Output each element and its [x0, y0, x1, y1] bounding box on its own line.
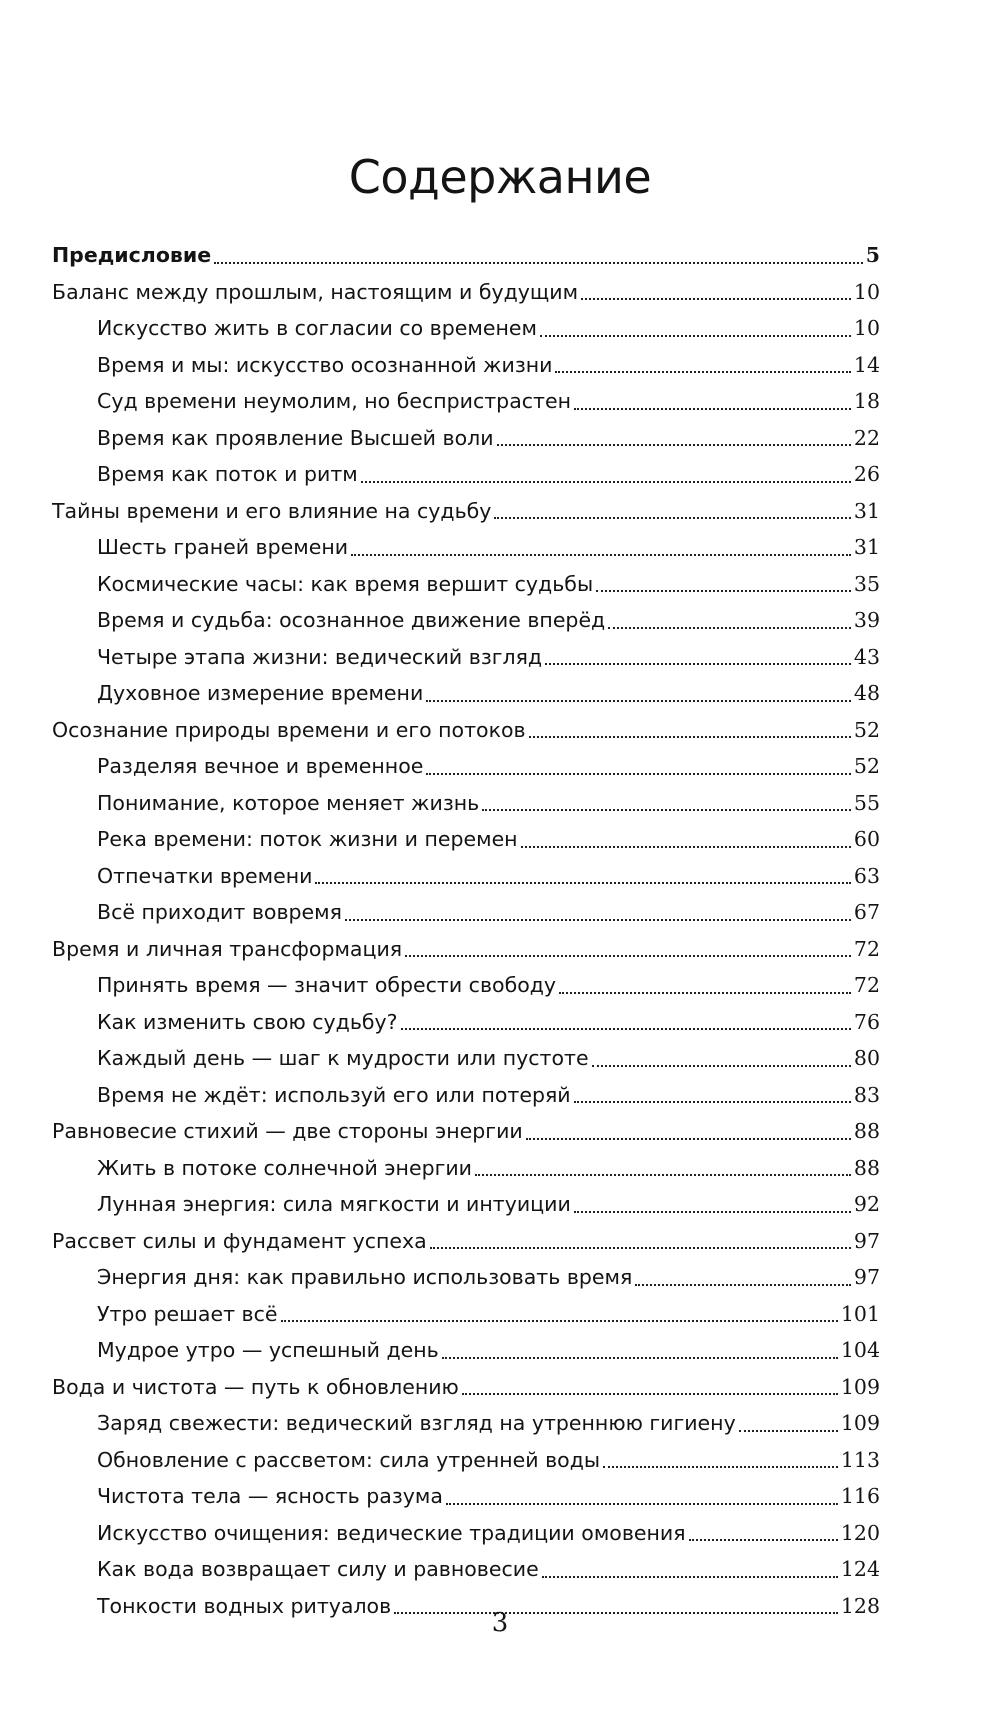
dot-leader: [315, 882, 850, 884]
dot-leader: [442, 1357, 838, 1359]
toc-section: [52, 1077, 880, 1114]
toc-section: [52, 1515, 880, 1552]
toc-entry-page: 52: [853, 754, 880, 778]
toc-entry-title: Как изменить свою судьбу?: [97, 1009, 398, 1034]
dot-leader: [361, 481, 851, 483]
toc-entry-title: Время и мы: искусство осознанной жизни: [97, 352, 553, 377]
toc-entry-title: Рассвет силы и фундамент успеха: [52, 1228, 427, 1253]
toc-entry-page: 72: [853, 936, 880, 961]
toc-section: [52, 639, 880, 676]
toc-entry-page: 22: [853, 425, 880, 450]
toc-section: [52, 1296, 880, 1333]
dot-leader: [446, 1503, 838, 1505]
toc-entry-title: Обновление с рассветом: сила утренней воды: [97, 1447, 601, 1472]
dot-leader: [555, 371, 850, 373]
dot-leader: [426, 700, 851, 702]
dot-leader: [596, 590, 851, 592]
toc-chapter: [52, 237, 880, 274]
toc-entry-title: Баланс между прошлым, настоящим и будущим: [52, 279, 579, 304]
dot-leader: [281, 1320, 838, 1322]
dot-leader: [497, 444, 851, 446]
toc-chapter: [52, 1223, 880, 1260]
toc-entry-page: 5: [865, 243, 880, 267]
toc-section: [52, 602, 880, 639]
toc-entry-page: 31: [853, 535, 880, 559]
dot-leader: [430, 1247, 851, 1249]
toc-entry-title: Заряд свежести: ведический взгляд на утреннюю гигиену: [97, 1411, 736, 1435]
dot-leader: [521, 846, 851, 848]
dot-leader: [475, 1174, 851, 1176]
toc-section: [52, 894, 880, 931]
toc-entry-page: 92: [853, 1192, 880, 1216]
dot-leader: [462, 1393, 838, 1395]
toc-section: [52, 675, 880, 712]
dot-leader: [482, 809, 851, 811]
toc-entry-page: 113: [840, 1447, 880, 1472]
toc-entry-title: Осознание природы времени и его потоков: [52, 717, 526, 742]
toc-entry-page: 104: [840, 1338, 880, 1362]
toc-entry-page: 76: [853, 1009, 880, 1034]
toc-entry-page: 55: [853, 790, 880, 815]
toc-entry-title: Равновесие стихий — две стороны энергии: [52, 1119, 523, 1143]
toc-section: [52, 821, 880, 858]
toc-section: [52, 1332, 880, 1369]
toc-entry-title: Космические часы: как время вершит судьбы: [97, 571, 594, 596]
toc-section: [52, 347, 880, 384]
page-number: 3: [491, 1608, 509, 1638]
toc-entry-title: Вода и чистота — путь к обновлению: [52, 1374, 459, 1399]
toc-section: [52, 566, 880, 603]
toc-entry-title: Шесть граней времени: [97, 535, 349, 559]
toc-section: [52, 858, 880, 895]
toc-entry-page: 128: [840, 1593, 880, 1618]
toc-entry-title: Каждый день — шаг к мудрости или пустоте: [97, 1046, 589, 1070]
dot-leader: [635, 1284, 851, 1286]
dot-leader: [603, 1466, 838, 1468]
toc-entry-page: 124: [840, 1557, 880, 1581]
toc-entry-title: Время и личная трансформация: [52, 936, 403, 961]
toc-chapter: [52, 931, 880, 968]
toc-entry-title: Искусство жить в согласии со временем: [97, 316, 537, 340]
toc-section: [52, 785, 880, 822]
toc-section: [52, 420, 880, 457]
toc-section: [52, 1040, 880, 1077]
toc-section: [52, 383, 880, 420]
toc-entry-page: 35: [853, 571, 880, 596]
dot-leader: [494, 517, 850, 519]
toc-section: [52, 1442, 880, 1479]
toc-entry-title: Тонкости водных ритуалов: [97, 1593, 392, 1618]
dot-leader: [559, 992, 851, 994]
toc-entry-title: Искусство очищения: ведические традиции омовения: [97, 1520, 686, 1545]
toc-entry-page: 88: [853, 1155, 880, 1180]
toc-entry-page: 80: [853, 1046, 880, 1070]
dot-leader: [608, 627, 851, 629]
toc-entry-title: Время как проявление Высшей воли: [97, 425, 494, 450]
toc-section: [52, 748, 880, 785]
toc-entry-page: 97: [853, 1265, 880, 1289]
dot-leader: [739, 1430, 838, 1432]
dot-leader: [405, 955, 851, 957]
toc-entry-page: 72: [853, 973, 880, 997]
toc-entry-title: Лунная энергия: сила мягкости и интуиции: [97, 1192, 571, 1216]
toc-entry-title: Суд времени неумолим, но беспристрастен: [97, 389, 571, 413]
toc-section: [52, 1150, 880, 1187]
dot-leader: [574, 408, 851, 410]
toc-entry-page: 18: [853, 389, 880, 413]
toc-entry-title: Предисловие: [52, 243, 212, 267]
toc-section: [52, 1405, 880, 1442]
toc-entry-title: Чистота тела — ясность разума: [97, 1484, 443, 1508]
toc-entry-title: Тайны времени и его влияние на судьбу: [52, 498, 492, 523]
toc-entry-title: Река времени: поток жизни и перемен: [97, 827, 518, 851]
dot-leader: [526, 1138, 851, 1140]
toc-entry-page: 83: [853, 1082, 880, 1107]
toc-entry-title: Всё приходит вовремя: [97, 900, 342, 924]
page-title: Содержание: [348, 150, 652, 204]
toc-section: [52, 1551, 880, 1588]
toc-entry-title: Утро решает всё: [97, 1301, 278, 1326]
toc-entry-page: 97: [853, 1228, 880, 1253]
toc-entry-title: Жить в потоке солнечной энергии: [97, 1155, 473, 1180]
toc-chapter: [52, 712, 880, 749]
toc-entry-page: 10: [853, 279, 880, 304]
toc-entry-title: Мудрое утро — успешный день: [97, 1338, 439, 1362]
toc-entry-page: 43: [853, 644, 880, 669]
toc-entry-title: Время как поток и ритм: [97, 462, 358, 486]
dot-leader: [214, 262, 863, 264]
toc-section: [52, 310, 880, 347]
dot-leader: [540, 335, 851, 337]
toc-section: [52, 1004, 880, 1041]
toc-entry-page: 63: [853, 863, 880, 888]
dot-leader: [545, 663, 851, 665]
dot-leader: [542, 1576, 838, 1578]
toc-entry-title: Четыре этапа жизни: ведический взгляд: [97, 644, 543, 669]
toc-section: [52, 967, 880, 1004]
toc-section: [52, 1478, 880, 1515]
toc-entry-title: Понимание, которое меняет жизнь: [97, 790, 480, 815]
toc-entry-title: Как вода возвращает силу и равновесие: [97, 1557, 539, 1581]
toc-chapter: [52, 1113, 880, 1150]
toc-chapter: [52, 493, 880, 530]
toc-section: [52, 1186, 880, 1223]
toc-entry-title: Разделяя вечное и временное: [97, 754, 424, 778]
dot-leader: [426, 773, 851, 775]
toc-entry-page: 88: [853, 1119, 880, 1143]
toc-entry-page: 31: [853, 498, 880, 523]
dot-leader: [592, 1065, 851, 1067]
toc-section: [52, 1259, 880, 1296]
dot-leader: [581, 298, 851, 300]
toc-entry-page: 10: [853, 316, 880, 340]
dot-leader: [351, 554, 851, 556]
table-of-contents: [52, 237, 880, 1624]
toc-entry-page: 14: [853, 352, 880, 377]
toc-chapter: [52, 1369, 880, 1406]
dot-leader: [574, 1211, 851, 1213]
toc-entry-title: Время не ждёт: используй его или потеряй: [97, 1082, 571, 1107]
toc-entry-title: Время и судьба: осознанное движение вперёд: [97, 608, 606, 632]
toc-chapter: [52, 274, 880, 311]
toc-entry-page: 120: [840, 1520, 880, 1545]
dot-leader: [401, 1028, 851, 1030]
toc-entry-title: Отпечатки времени: [97, 863, 313, 888]
toc-entry-page: 52: [853, 717, 880, 742]
toc-section: [52, 456, 880, 493]
toc-entry-page: 101: [840, 1301, 880, 1326]
toc-entry-title: Энергия дня: как правильно использовать время: [97, 1265, 633, 1289]
toc-entry-page: 60: [853, 827, 880, 851]
dot-leader: [529, 736, 851, 738]
toc-section: [52, 529, 880, 566]
toc-entry-page: 26: [853, 462, 880, 486]
toc-entry-page: 67: [853, 900, 880, 924]
dot-leader: [689, 1539, 838, 1541]
toc-entry-title: Духовное измерение времени: [97, 681, 424, 705]
toc-entry-title: Принять время — значит обрести свободу: [97, 973, 557, 997]
toc-entry-page: 109: [840, 1411, 880, 1435]
toc-entry-page: 109: [840, 1374, 880, 1399]
toc-entry-page: 39: [853, 608, 880, 632]
toc-entry-page: 116: [840, 1484, 880, 1508]
toc-entry-page: 48: [853, 681, 880, 705]
dot-leader: [574, 1101, 851, 1103]
dot-leader: [345, 919, 851, 921]
